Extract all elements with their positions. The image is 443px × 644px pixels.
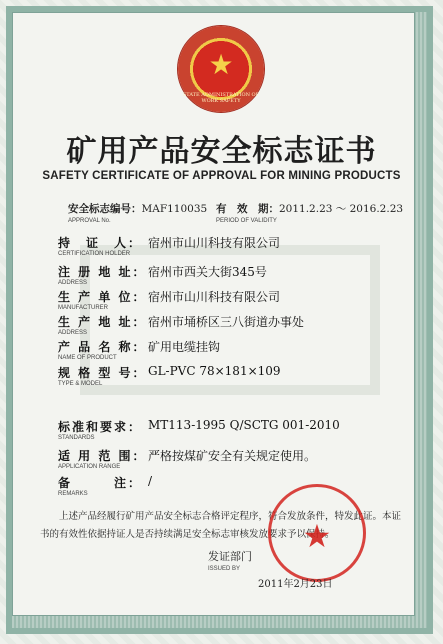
field-label-en: ADDRESS xyxy=(58,280,88,286)
certificate-title-cn: 矿用产品安全标志证书 xyxy=(66,134,377,169)
issuing-authority xyxy=(208,548,252,572)
national-emblem-seal xyxy=(178,26,264,112)
field-label: 适 用 范 围： xyxy=(58,449,147,463)
field-value: 宿州市埇桥区三八街道办事处 xyxy=(148,315,305,329)
validity-label: 有 效 期： xyxy=(216,203,279,215)
field-value: 宿州市山川科技有限公司 xyxy=(148,236,281,250)
official-red-seal xyxy=(268,484,366,582)
field-label-en: REMARKS xyxy=(58,491,88,497)
approval-value: MAF110035 xyxy=(141,203,208,215)
approval-label-en: APPROVAL No. xyxy=(68,218,111,224)
field-label: 生 产 地 址： xyxy=(58,315,147,329)
field-label: 备 注： xyxy=(58,476,143,490)
issuer-label-en: ISSUED BY xyxy=(208,566,241,572)
field-value: MT113-1995 Q/SCTG 001-2010 xyxy=(148,418,340,432)
field-label-en: STANDARDS xyxy=(58,435,95,441)
field-label-en: APPLICATION RANGE xyxy=(58,464,121,470)
field-value: 严格按煤矿安全有关规定使用。 xyxy=(148,449,317,463)
validity-period xyxy=(216,201,403,224)
field-label-en: MANUFACTURER xyxy=(58,305,109,311)
field-value: 矿用电缆挂钩 xyxy=(148,340,221,354)
validity-label-en: PERIOD OF VALIDITY xyxy=(216,218,277,224)
field-label: 标准和要求： xyxy=(58,420,143,434)
field-value: 宿州市山川科技有限公司 xyxy=(148,290,281,304)
field-value: 宿州市西关大街345号 xyxy=(148,265,267,279)
field-label: 生 产 单 位： xyxy=(58,290,147,304)
emblem-ring-text: STATE ADMINISTRATION OF WORK SAFETY xyxy=(182,92,260,104)
issuer-label: 发证部门 xyxy=(208,550,252,563)
validity-value: 2011.2.23 ～ 2016.2.23 xyxy=(279,203,404,215)
certificate-title-en: SAFETY CERTIFICATE OF APPROVAL FOR MINING PRODUCTS xyxy=(42,170,401,182)
issue-date: 2011年2月23日 xyxy=(258,579,333,590)
field-label-en: CERTIFICATION HOLDER xyxy=(58,251,131,257)
star-icon: ★ xyxy=(208,48,234,81)
field-value: GL-PVC 78×181×109 xyxy=(148,364,281,378)
field-label-en: NAME OF PRODUCT xyxy=(58,355,117,361)
approval-label: 安全标志编号： xyxy=(68,203,142,215)
star-icon: ★ xyxy=(302,517,332,555)
field-label-en: TYPE & MODEL xyxy=(58,381,103,387)
field-label: 产 品 名 称： xyxy=(58,340,147,354)
certificate-statement: 上述产品经履行矿用产品安全标志合格评定程序，符合发放条件，特发此证。本证书的有效性依据持证人是否持续满足安全标志审核发放要求予以保持。 xyxy=(40,511,402,540)
field-label: 持 证 人： xyxy=(58,236,143,250)
field-label: 规 格 型 号： xyxy=(58,366,147,380)
approval-number xyxy=(68,201,207,224)
field-value: / xyxy=(148,474,153,488)
field-label: 注 册 地 址： xyxy=(58,265,147,279)
field-label-en: ADDRESS xyxy=(58,330,88,336)
